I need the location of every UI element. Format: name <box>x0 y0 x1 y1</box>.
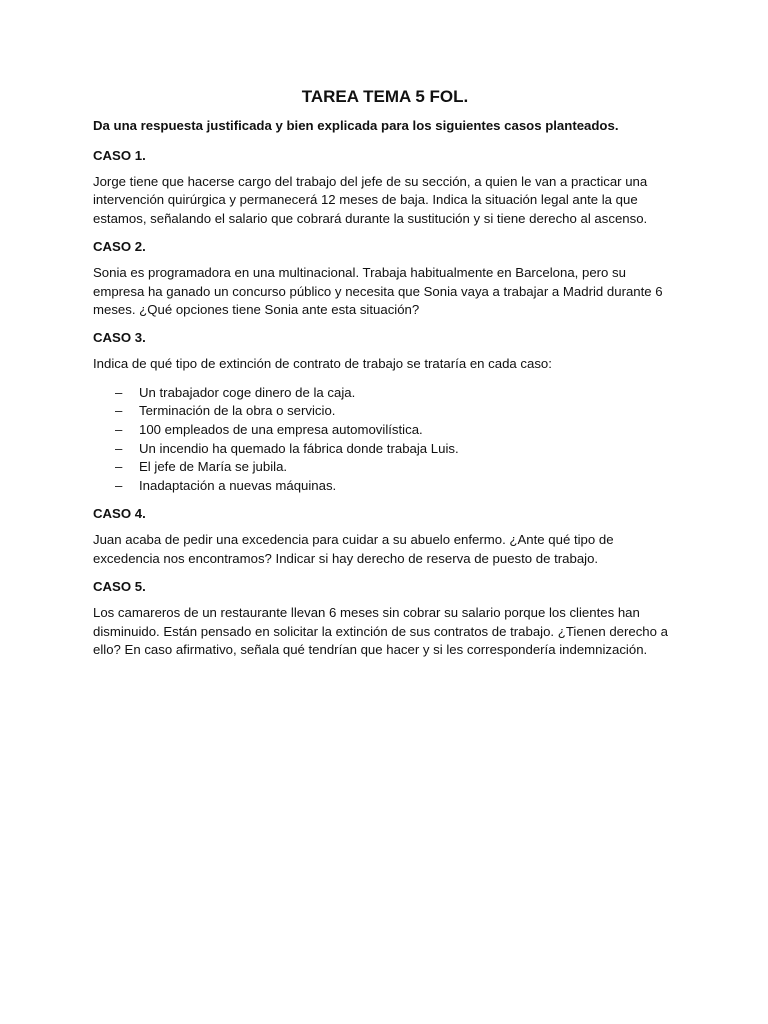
document-intro: Da una respuesta justificada y bien explicada para los siguientes casos planteados. <box>93 118 619 133</box>
list-item <box>93 421 677 440</box>
case-text: Indica de qué tipo de extinción de contrato de trabajo se trataría en cada caso: <box>93 356 552 372</box>
case-3-list <box>93 384 677 496</box>
list-item-text: El jefe de María se jubila. <box>139 459 288 475</box>
case-text: Los camareros de un restaurante llevan 6 meses sin cobrar su salario porque los clientes han disminuido. Están pensado en solicitar la extinción de sus contratos de trabajo. ¿Tienen derecho a ello? En caso afirmativo, señala qué tendrían que hacer y si les correspondería indemnización. <box>93 605 668 658</box>
document-title: TAREA TEMA 5 FOL. <box>301 87 469 106</box>
list-item-text: 100 empleados de una empresa automovilística. <box>139 422 423 438</box>
dash-bullet-icon: – <box>115 403 123 419</box>
case-heading: CASO 5. <box>93 579 146 595</box>
list-item <box>93 402 677 421</box>
case-heading: CASO 4. <box>93 506 146 522</box>
case-text: Sonia es programadora en una multinacional. Trabaja habitualmente en Barcelona, pero su empresa ha ganado un concurso público y necesita que Sonia vaya a trabajar a Madrid durante 6 meses. ¿Qué opciones tiene Sonia ante esta situación? <box>93 265 663 318</box>
case-heading: CASO 1. <box>93 148 146 163</box>
case-text: Juan acaba de pedir una excedencia para cuidar a su abuelo enfermo. ¿Ante qué tipo de excedencia nos encontramos? Indicar si hay derecho de reserva de puesto de trabajo. <box>93 532 614 566</box>
case-2 <box>93 238 677 319</box>
case-3 <box>93 329 677 495</box>
list-item <box>93 477 677 496</box>
case-4 <box>93 505 677 568</box>
dash-bullet-icon: – <box>115 384 123 400</box>
dash-bullet-icon: – <box>115 459 123 475</box>
list-item-text: Inadaptación a nuevas máquinas. <box>139 477 337 493</box>
case-heading: CASO 2. <box>93 239 146 255</box>
case-heading: CASO 3. <box>93 330 146 346</box>
case-text: Jorge tiene que hacerse cargo del trabajo del jefe de su sección, a quien le van a practicar una intervención quirúrgica y permanecerá 12 meses de baja. Indica la situación legal ante la que estamos, señalando el salario que cobrará durante la sustitución y si tiene derecho al ascenso. <box>93 174 648 226</box>
case-5 <box>93 578 677 659</box>
dash-bullet-icon: – <box>115 440 123 456</box>
document-page <box>93 86 677 669</box>
list-item <box>93 384 677 403</box>
list-item-text: Un incendio ha quemado la fábrica donde trabaja Luis. <box>139 440 459 456</box>
case-1 <box>93 147 677 228</box>
list-item-text: Un trabajador coge dinero de la caja. <box>139 384 356 400</box>
dash-bullet-icon: – <box>115 422 123 438</box>
list-item <box>93 440 677 459</box>
dash-bullet-icon: – <box>115 477 123 493</box>
list-item-text: Terminación de la obra o servicio. <box>139 403 336 419</box>
list-item <box>93 458 677 477</box>
